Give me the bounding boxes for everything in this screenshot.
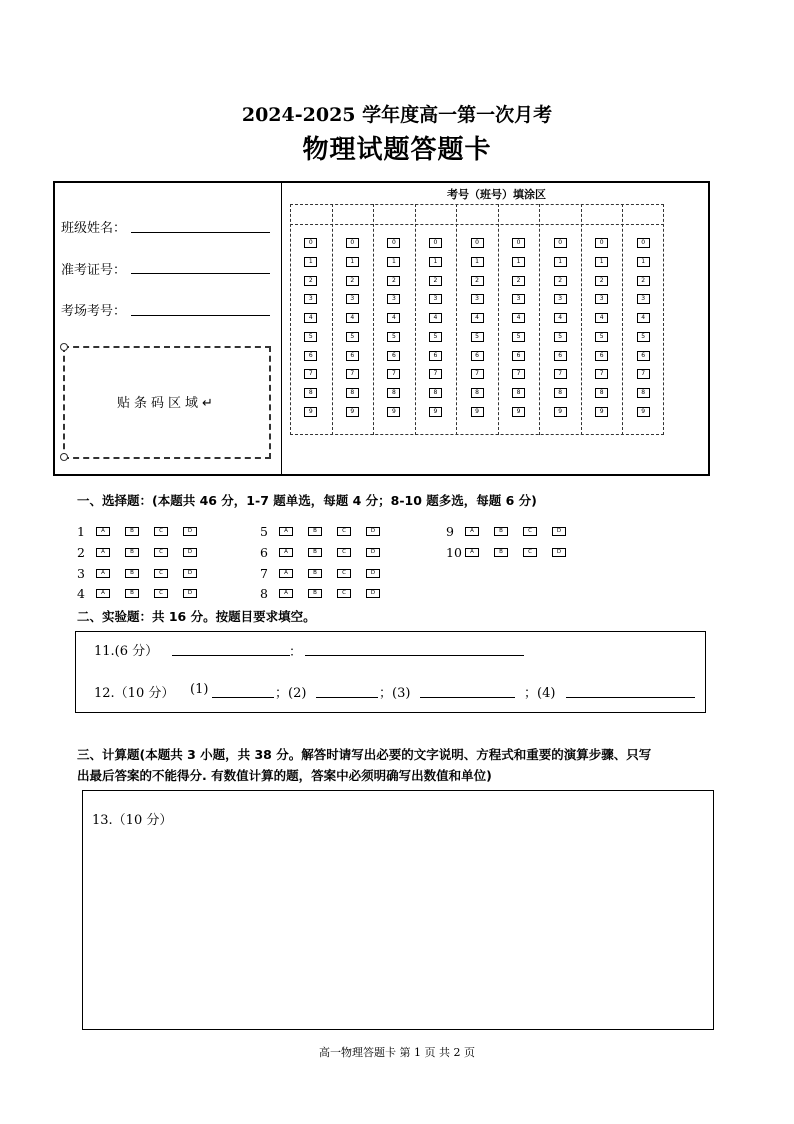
id-digit-bubble[interactable]: 8 [637, 388, 650, 398]
choice-option-a[interactable]: A [279, 548, 293, 557]
choice-option-a[interactable]: A [96, 527, 110, 536]
choice-option-d[interactable]: D [366, 527, 380, 536]
choice-option-b[interactable]: B [125, 589, 139, 598]
choice-option-d[interactable]: D [183, 527, 197, 536]
choice-option-c[interactable]: C [154, 527, 168, 536]
corner-marker [60, 453, 68, 461]
choice-option-a[interactable]: A [279, 589, 293, 598]
id-digit-bubble[interactable]: 2 [346, 276, 359, 286]
corner-marker [60, 343, 68, 351]
choice-option-c[interactable]: C [337, 548, 351, 557]
id-digit-bubble[interactable]: 8 [346, 388, 359, 398]
id-digit-bubble[interactable]: 2 [387, 276, 400, 286]
id-digit-bubble[interactable]: 3 [512, 294, 525, 304]
id-grid-column-divider [373, 204, 375, 435]
barcode-label: 贴条码区域↵ [117, 396, 217, 411]
exam-title: 2024-2025 学年度高一第一次月考 [241, 104, 553, 126]
id-digit-bubble[interactable]: 6 [387, 351, 400, 361]
id-digit-bubble[interactable]: 8 [387, 388, 400, 398]
q13-answer-box[interactable] [82, 790, 714, 1030]
id-digit-bubble[interactable]: 9 [512, 407, 525, 417]
id-digit-bubble[interactable]: 6 [554, 351, 567, 361]
id-digit-bubble[interactable]: 8 [471, 388, 484, 398]
choice-option-c[interactable]: C [154, 589, 168, 598]
room-number-field[interactable] [131, 315, 270, 316]
class-name-label: 班级姓名： [61, 221, 127, 236]
id-digit-bubble[interactable]: 3 [637, 294, 650, 304]
id-grid-title: 考号（班号）填涂区 [447, 188, 546, 201]
choice-option-a[interactable]: A [465, 548, 479, 557]
id-digit-bubble[interactable]: 3 [471, 294, 484, 304]
choice-option-b[interactable]: B [494, 527, 508, 536]
choice-option-d[interactable]: D [552, 527, 566, 536]
id-digit-bubble[interactable]: 9 [471, 407, 484, 417]
id-digit-bubble[interactable]: 7 [346, 369, 359, 379]
choice-option-b[interactable]: B [308, 527, 322, 536]
choice-option-a[interactable]: A [96, 569, 110, 578]
id-digit-bubble[interactable]: 6 [512, 351, 525, 361]
choice-option-a[interactable]: A [465, 527, 479, 536]
id-grid-column-divider [581, 204, 583, 435]
id-digit-bubble[interactable]: 7 [595, 369, 608, 379]
id-digit-bubble[interactable]: 0 [304, 238, 317, 248]
q12-blank-2[interactable] [316, 697, 378, 698]
id-digit-bubble[interactable]: 4 [512, 313, 525, 323]
id-digit-bubble[interactable]: 2 [595, 276, 608, 286]
id-digit-bubble[interactable]: 4 [429, 313, 442, 323]
id-digit-bubble[interactable]: 4 [304, 313, 317, 323]
id-digit-bubble[interactable]: 4 [346, 313, 359, 323]
id-digit-bubble[interactable]: 1 [471, 257, 484, 267]
q12-part1-label: (1) [190, 682, 209, 697]
id-digit-bubble[interactable]: 7 [387, 369, 400, 379]
class-name-field[interactable] [131, 232, 270, 233]
question-number: 5 [260, 524, 268, 539]
id-digit-bubble[interactable]: 2 [554, 276, 567, 286]
id-digit-bubble[interactable]: 5 [346, 332, 359, 342]
id-digit-bubble[interactable]: 7 [429, 369, 442, 379]
id-digit-bubble[interactable]: 1 [595, 257, 608, 267]
id-digit-bubble[interactable]: 0 [429, 238, 442, 248]
admission-number-label: 准考证号： [61, 263, 127, 278]
id-digit-bubble[interactable]: 7 [512, 369, 525, 379]
question-number: 9 [446, 524, 454, 539]
id-digit-bubble[interactable]: 2 [304, 276, 317, 286]
id-grid-column-divider [332, 204, 334, 435]
q12-part2-label: ；(2) [275, 686, 307, 701]
id-digit-bubble[interactable]: 7 [304, 369, 317, 379]
id-digit-bubble[interactable]: 4 [471, 313, 484, 323]
id-digit-bubble[interactable]: 2 [471, 276, 484, 286]
section1-heading: 一、选择题：(本题共 46 分，1-7 题单选，每题 4 分；8-10 题多选，每题 6 分) [77, 493, 537, 508]
question-number: 6 [260, 545, 268, 560]
id-digit-bubble[interactable]: 0 [387, 238, 400, 248]
id-digit-bubble[interactable]: 5 [512, 332, 525, 342]
id-digit-bubble[interactable]: 2 [512, 276, 525, 286]
question-number: 2 [77, 545, 85, 560]
id-grid-column-divider [498, 204, 500, 435]
id-digit-bubble[interactable]: 1 [346, 257, 359, 267]
id-digit-bubble[interactable]: 7 [554, 369, 567, 379]
choice-option-d[interactable]: D [552, 548, 566, 557]
q13-label: 13.（10 分） [92, 813, 173, 828]
info-divider [281, 183, 282, 474]
id-digit-bubble[interactable]: 9 [595, 407, 608, 417]
id-digit-bubble[interactable]: 6 [304, 351, 317, 361]
id-digit-bubble[interactable]: 5 [429, 332, 442, 342]
choice-option-b[interactable]: B [125, 548, 139, 557]
choice-option-c[interactable]: C [154, 569, 168, 578]
id-digit-bubble[interactable]: 2 [429, 276, 442, 286]
id-digit-bubble[interactable]: 6 [637, 351, 650, 361]
choice-option-b[interactable]: B [308, 548, 322, 557]
id-digit-bubble[interactable]: 3 [429, 294, 442, 304]
id-digit-bubble[interactable]: 4 [387, 313, 400, 323]
id-digit-bubble[interactable]: 0 [554, 238, 567, 248]
id-digit-bubble[interactable]: 0 [471, 238, 484, 248]
choice-option-b[interactable]: B [125, 527, 139, 536]
id-digit-bubble[interactable]: 1 [304, 257, 317, 267]
id-digit-bubble[interactable]: 1 [554, 257, 567, 267]
choice-option-b[interactable]: B [308, 589, 322, 598]
room-number-label: 考场考号： [61, 304, 127, 319]
id-grid-column-divider [456, 204, 458, 435]
id-digit-bubble[interactable]: 8 [429, 388, 442, 398]
id-digit-bubble[interactable]: 1 [637, 257, 650, 267]
page-footer: 高一物理答题卡 第 1 页 共 2 页 [319, 1046, 475, 1059]
q11-separator: ： [289, 645, 303, 660]
q12-blank-3[interactable] [420, 697, 515, 698]
choice-option-c[interactable]: C [337, 527, 351, 536]
admission-number-field[interactable] [131, 273, 270, 274]
id-digit-bubble[interactable]: 2 [637, 276, 650, 286]
q11-label: 11.(6 分） [94, 644, 159, 659]
choice-option-c[interactable]: C [523, 527, 537, 536]
id-digit-bubble[interactable]: 9 [387, 407, 400, 417]
id-digit-bubble[interactable]: 3 [595, 294, 608, 304]
choice-option-d[interactable]: D [183, 589, 197, 598]
id-grid-column-divider [622, 204, 624, 435]
id-digit-bubble[interactable]: 5 [595, 332, 608, 342]
id-digit-bubble[interactable]: 8 [554, 388, 567, 398]
id-digit-bubble[interactable]: 9 [346, 407, 359, 417]
choice-option-a[interactable]: A [96, 548, 110, 557]
section3-heading-line2: 出最后答案的不能得分. 有数值计算的题，答案中必须明确写出数值和单位) [77, 768, 492, 783]
id-digit-bubble[interactable]: 5 [387, 332, 400, 342]
question-number: 1 [77, 524, 85, 539]
id-digit-bubble[interactable]: 3 [346, 294, 359, 304]
id-digit-bubble[interactable]: 4 [554, 313, 567, 323]
answer-sheet-title: 物理试题答题卡 [302, 135, 492, 165]
choice-option-a[interactable]: A [279, 569, 293, 578]
choice-option-c[interactable]: C [337, 589, 351, 598]
id-digit-bubble[interactable]: 5 [471, 332, 484, 342]
id-digit-bubble[interactable]: 4 [637, 313, 650, 323]
choice-option-b[interactable]: B [125, 569, 139, 578]
id-grid-write-row [290, 224, 664, 226]
id-digit-bubble[interactable]: 6 [595, 351, 608, 361]
id-digit-bubble[interactable]: 7 [637, 369, 650, 379]
choice-option-d[interactable]: D [366, 569, 380, 578]
id-digit-bubble[interactable]: 8 [512, 388, 525, 398]
question-number: 7 [260, 566, 268, 581]
section2-heading: 二、实验题：共 16 分。按题目要求填空。 [77, 609, 316, 624]
id-digit-bubble[interactable]: 5 [304, 332, 317, 342]
question-number: 10 [446, 545, 462, 560]
id-digit-bubble[interactable]: 5 [637, 332, 650, 342]
id-digit-bubble[interactable]: 0 [595, 238, 608, 248]
id-digit-bubble[interactable]: 3 [554, 294, 567, 304]
id-digit-bubble[interactable]: 1 [429, 257, 442, 267]
q12-blank-4[interactable] [566, 697, 695, 698]
id-grid-column-divider [539, 204, 541, 435]
q12-label: 12.（10 分） [94, 686, 175, 701]
id-digit-bubble[interactable]: 9 [554, 407, 567, 417]
id-digit-bubble[interactable]: 6 [429, 351, 442, 361]
id-digit-bubble[interactable]: 9 [637, 407, 650, 417]
question-number: 4 [77, 586, 85, 601]
question-number: 3 [77, 566, 85, 581]
id-digit-bubble[interactable]: 0 [637, 238, 650, 248]
choice-option-c[interactable]: C [154, 548, 168, 557]
choice-option-d[interactable]: D [366, 548, 380, 557]
id-digit-bubble[interactable]: 3 [387, 294, 400, 304]
id-digit-bubble[interactable]: 3 [304, 294, 317, 304]
id-grid-column-divider [415, 204, 417, 435]
choice-option-b[interactable]: B [308, 569, 322, 578]
id-digit-bubble[interactable]: 4 [595, 313, 608, 323]
id-digit-bubble[interactable]: 8 [304, 388, 317, 398]
id-digit-bubble[interactable]: 6 [471, 351, 484, 361]
q11-blank-1[interactable] [172, 655, 290, 656]
question-number: 8 [260, 586, 268, 601]
id-digit-bubble[interactable]: 1 [512, 257, 525, 267]
id-digit-bubble[interactable]: 9 [429, 407, 442, 417]
q12-part4-label: ；(4) [524, 686, 556, 701]
id-digit-bubble[interactable]: 5 [554, 332, 567, 342]
id-digit-bubble[interactable]: 7 [471, 369, 484, 379]
choice-option-d[interactable]: D [183, 569, 197, 578]
choice-option-a[interactable]: A [96, 589, 110, 598]
q11-blank-2[interactable] [305, 655, 524, 656]
choice-option-a[interactable]: A [279, 527, 293, 536]
choice-option-d[interactable]: D [366, 589, 380, 598]
choice-option-b[interactable]: B [494, 548, 508, 557]
section3-heading-line1: 三、计算题(本题共 3 小题，共 38 分。解答时请写出必要的文字说明、方程式和重要的演算步骤、只写 [77, 747, 652, 762]
id-digit-bubble[interactable]: 8 [595, 388, 608, 398]
choice-option-d[interactable]: D [183, 548, 197, 557]
id-digit-bubble[interactable]: 9 [304, 407, 317, 417]
q12-blank-1[interactable] [212, 697, 274, 698]
q12-part3-label: ；(3) [379, 686, 411, 701]
id-digit-bubble[interactable]: 0 [346, 238, 359, 248]
choice-option-c[interactable]: C [337, 569, 351, 578]
id-digit-bubble[interactable]: 6 [346, 351, 359, 361]
id-digit-bubble[interactable]: 0 [512, 238, 525, 248]
id-digit-bubble[interactable]: 1 [387, 257, 400, 267]
choice-option-c[interactable]: C [523, 548, 537, 557]
